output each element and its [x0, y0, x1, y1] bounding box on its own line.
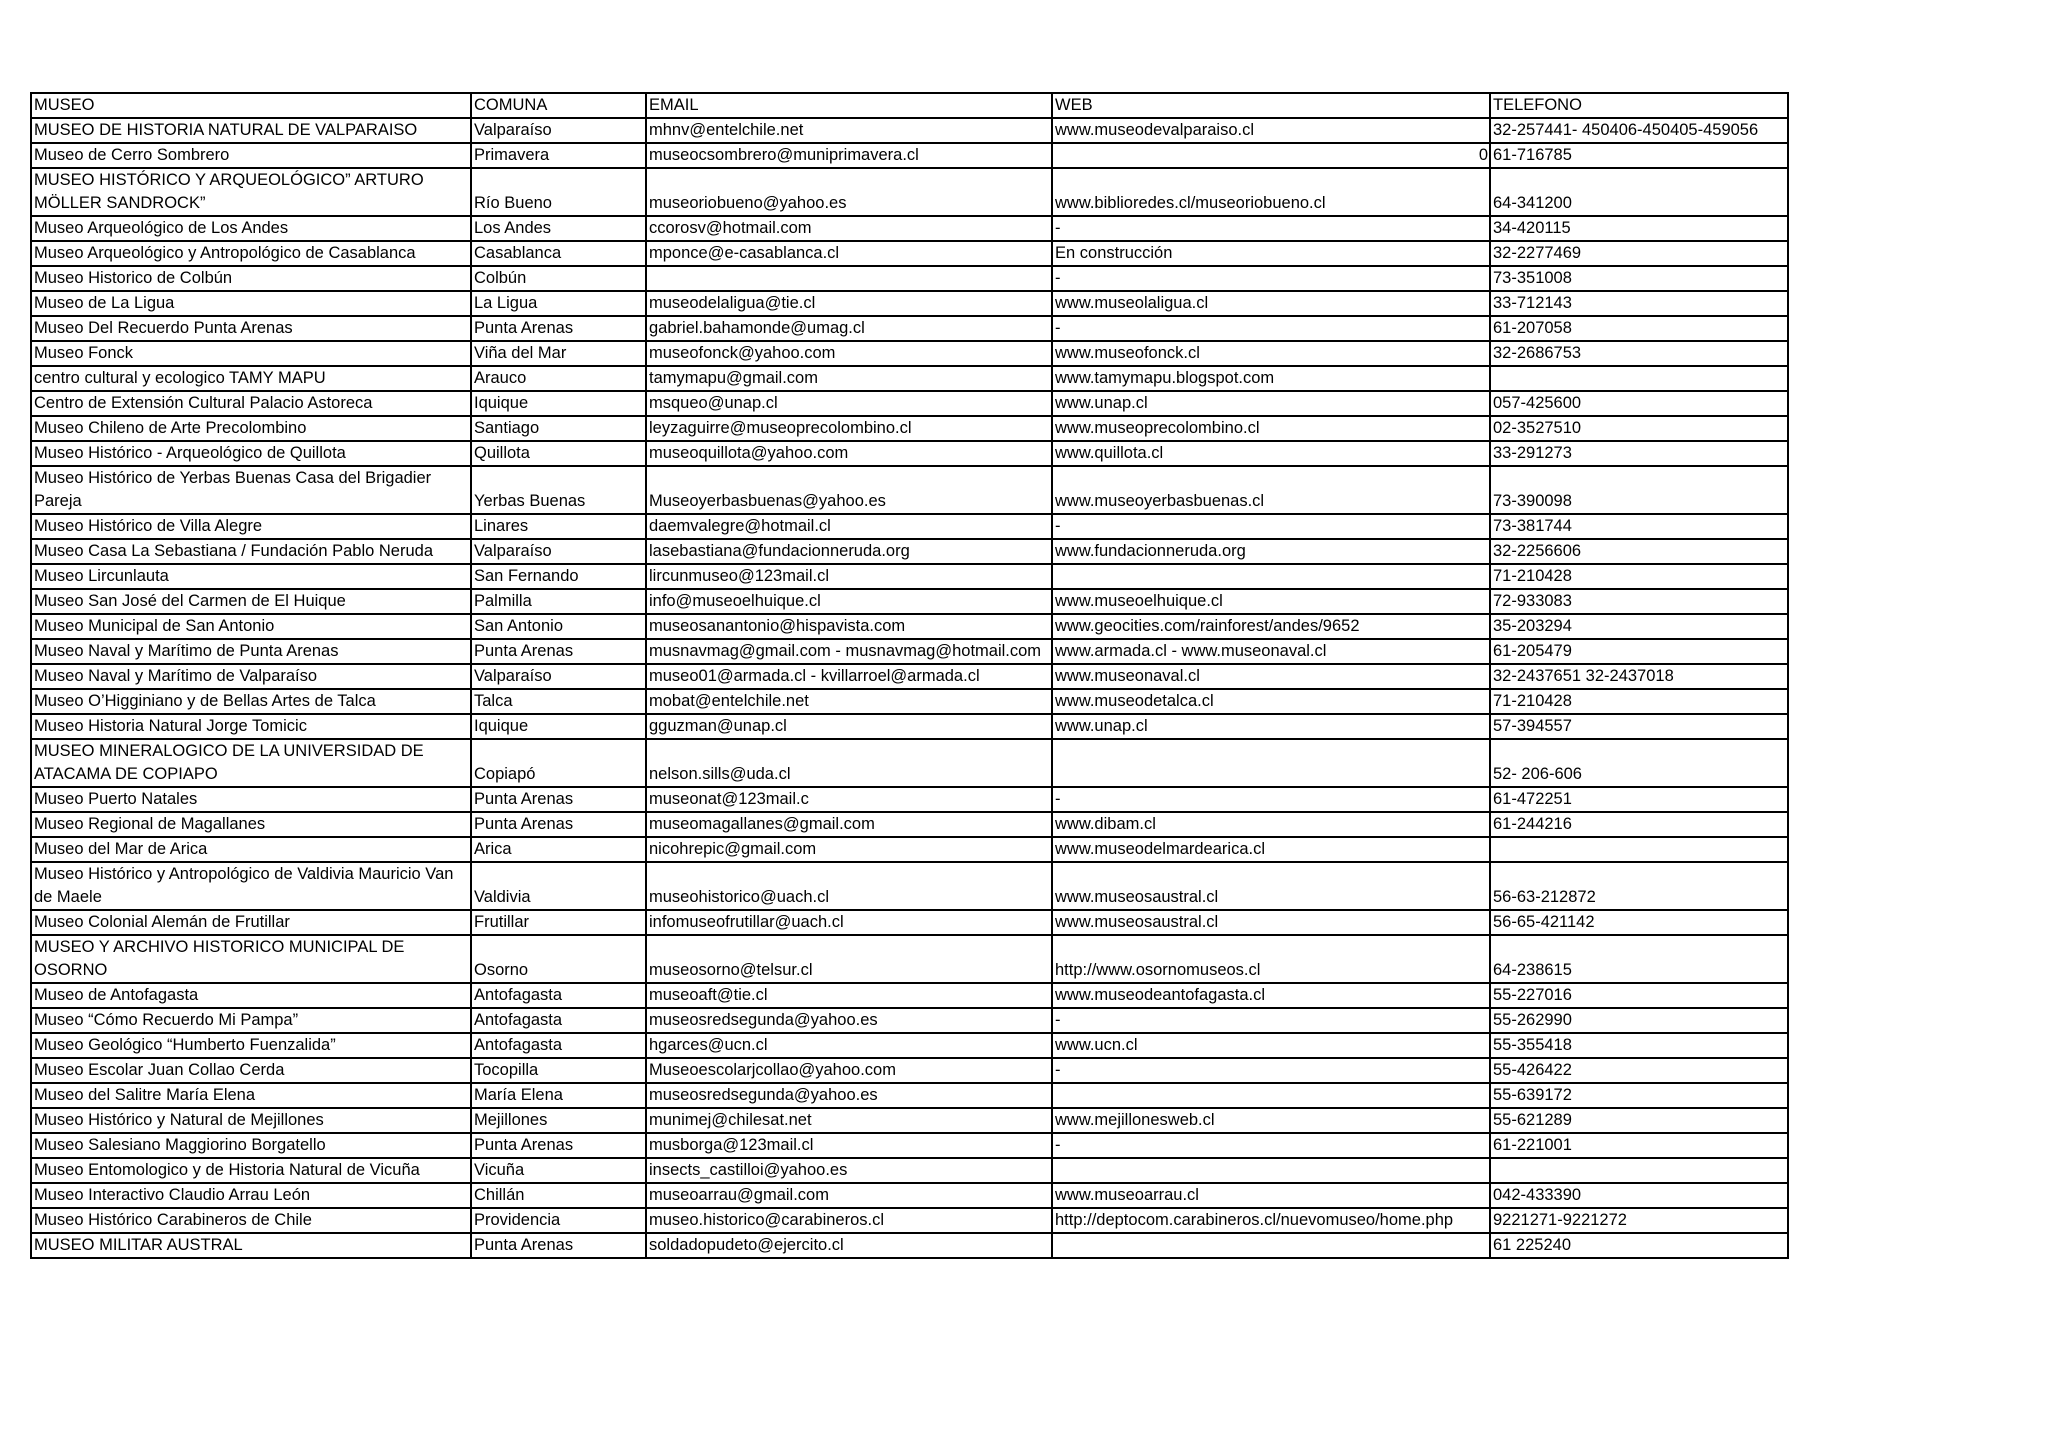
cell-email: msqueo@unap.cl	[646, 391, 1052, 416]
cell-museo: Museo del Mar de Arica	[31, 837, 471, 862]
museum-directory-table	[30, 92, 1789, 1259]
table-row	[31, 935, 1788, 983]
cell-web	[1052, 739, 1490, 787]
cell-telefono: 057-425600	[1490, 391, 1788, 416]
cell-comuna: Río Bueno	[471, 168, 646, 216]
cell-web: www.museodeantofagasta.cl	[1052, 983, 1490, 1008]
cell-web: www.museosaustral.cl	[1052, 862, 1490, 910]
header-email: EMAIL	[646, 93, 1052, 118]
cell-email: museosorno@telsur.cl	[646, 935, 1052, 983]
cell-web: www.ucn.cl	[1052, 1033, 1490, 1058]
cell-comuna: Linares	[471, 514, 646, 539]
cell-telefono: 61-205479	[1490, 639, 1788, 664]
cell-web: www.tamymapu.blogspot.com	[1052, 366, 1490, 391]
cell-museo: Museo de Cerro Sombrero	[31, 143, 471, 168]
cell-web: www.museonaval.cl	[1052, 664, 1490, 689]
cell-email	[646, 266, 1052, 291]
cell-email: tamymapu@gmail.com	[646, 366, 1052, 391]
cell-web: -	[1052, 1133, 1490, 1158]
cell-museo: Museo Salesiano Maggiorino Borgatello	[31, 1133, 471, 1158]
cell-comuna: Vicuña	[471, 1158, 646, 1183]
table-row	[31, 441, 1788, 466]
cell-web	[1052, 143, 1490, 168]
cell-email: museosredsegunda@yahoo.es	[646, 1083, 1052, 1108]
table-row	[31, 514, 1788, 539]
header-museo: MUSEO	[31, 93, 471, 118]
cell-web	[1052, 1158, 1490, 1183]
cell-comuna: Primavera	[471, 143, 646, 168]
cell-comuna: Colbún	[471, 266, 646, 291]
cell-museo: MUSEO Y ARCHIVO HISTORICO MUNICIPAL DE OSORNO	[31, 935, 471, 983]
cell-email: gguzman@unap.cl	[646, 714, 1052, 739]
cell-comuna: Mejillones	[471, 1108, 646, 1133]
table-row	[31, 168, 1788, 216]
cell-telefono	[1490, 1158, 1788, 1183]
cell-web: www.museodetalca.cl	[1052, 689, 1490, 714]
table-row	[31, 1133, 1788, 1158]
cell-web: www.biblioredes.cl/museoriobueno.cl	[1052, 168, 1490, 216]
cell-telefono: 61-244216	[1490, 812, 1788, 837]
cell-telefono: 55-355418	[1490, 1033, 1788, 1058]
cell-email: munimej@chilesat.net	[646, 1108, 1052, 1133]
cell-email: infomuseofrutillar@uach.cl	[646, 910, 1052, 935]
cell-comuna: Punta Arenas	[471, 1233, 646, 1258]
cell-web	[1052, 1083, 1490, 1108]
cell-telefono: 57-394557	[1490, 714, 1788, 739]
cell-web: www.mejillonesweb.cl	[1052, 1108, 1490, 1133]
cell-museo: Museo Arqueológico y Antropológico de Casablanca	[31, 241, 471, 266]
cell-web: -	[1052, 1008, 1490, 1033]
table-row	[31, 118, 1788, 143]
cell-telefono: 64-341200	[1490, 168, 1788, 216]
cell-telefono: 71-210428	[1490, 689, 1788, 714]
cell-comuna: Valparaíso	[471, 539, 646, 564]
cell-museo: Museo Lircunlauta	[31, 564, 471, 589]
table-row	[31, 366, 1788, 391]
cell-email: Museoyerbasbuenas@yahoo.es	[646, 466, 1052, 514]
cell-museo: Museo Histórico - Arqueológico de Quillota	[31, 441, 471, 466]
cell-museo: Museo Regional de Magallanes	[31, 812, 471, 837]
cell-email: nelson.sills@uda.cl	[646, 739, 1052, 787]
cell-telefono: 61-207058	[1490, 316, 1788, 341]
cell-web: http://www.osornomuseos.cl	[1052, 935, 1490, 983]
table-row	[31, 241, 1788, 266]
table-row	[31, 862, 1788, 910]
table-row	[31, 291, 1788, 316]
cell-museo: Museo Geológico “Humberto Fuenzalida”	[31, 1033, 471, 1058]
cell-telefono: 55-639172	[1490, 1083, 1788, 1108]
cell-museo: Museo Histórico y Antropológico de Valdivia Mauricio Van de Maele	[31, 862, 471, 910]
table-row	[31, 341, 1788, 366]
table-row	[31, 1208, 1788, 1233]
cell-web: www.museofonck.cl	[1052, 341, 1490, 366]
cell-email: museofonck@yahoo.com	[646, 341, 1052, 366]
cell-museo: MUSEO MILITAR AUSTRAL	[31, 1233, 471, 1258]
cell-email: info@museoelhuique.cl	[646, 589, 1052, 614]
cell-comuna: Antofagasta	[471, 983, 646, 1008]
cell-museo: centro cultural y ecologico TAMY MAPU	[31, 366, 471, 391]
table-row	[31, 910, 1788, 935]
table-row	[31, 1158, 1788, 1183]
cell-museo: Museo Naval y Marítimo de Valparaíso	[31, 664, 471, 689]
cell-comuna: Iquique	[471, 391, 646, 416]
cell-museo: Museo Chileno de Arte Precolombino	[31, 416, 471, 441]
cell-email: leyzaguirre@museoprecolombino.cl	[646, 416, 1052, 441]
cell-telefono: 55-621289	[1490, 1108, 1788, 1133]
cell-web: En construcción	[1052, 241, 1490, 266]
table-row	[31, 837, 1788, 862]
cell-comuna: Talca	[471, 689, 646, 714]
cell-web: www.geocities.com/rainforest/andes/9652	[1052, 614, 1490, 639]
cell-telefono: 55-262990	[1490, 1008, 1788, 1033]
cell-comuna: Punta Arenas	[471, 787, 646, 812]
cell-web: www.museoelhuique.cl	[1052, 589, 1490, 614]
cell-comuna: Chillán	[471, 1183, 646, 1208]
header-web: WEB	[1052, 93, 1490, 118]
cell-telefono: 042-433390	[1490, 1183, 1788, 1208]
cell-telefono: 02-3527510	[1490, 416, 1788, 441]
table-row	[31, 639, 1788, 664]
cell-email: musborga@123mail.cl	[646, 1133, 1052, 1158]
cell-comuna: Punta Arenas	[471, 639, 646, 664]
cell-museo: Museo Naval y Marítimo de Punta Arenas	[31, 639, 471, 664]
cell-email: soldadopudeto@ejercito.cl	[646, 1233, 1052, 1258]
cell-web: -	[1052, 1058, 1490, 1083]
cell-museo: Museo Historico de Colbún	[31, 266, 471, 291]
cell-email: ccorosv@hotmail.com	[646, 216, 1052, 241]
cell-email: museonat@123mail.c	[646, 787, 1052, 812]
cell-comuna: Antofagasta	[471, 1033, 646, 1058]
cell-email: museoquillota@yahoo.com	[646, 441, 1052, 466]
cell-web: www.museoyerbasbuenas.cl	[1052, 466, 1490, 514]
cell-email: nicohrepic@gmail.com	[646, 837, 1052, 862]
cell-telefono: 56-63-212872	[1490, 862, 1788, 910]
cell-telefono: 33-712143	[1490, 291, 1788, 316]
cell-museo: Museo Histórico de Villa Alegre	[31, 514, 471, 539]
table-row	[31, 589, 1788, 614]
cell-web: www.museosaustral.cl	[1052, 910, 1490, 935]
cell-email: museoarrau@gmail.com	[646, 1183, 1052, 1208]
cell-web: www.fundacionneruda.org	[1052, 539, 1490, 564]
cell-comuna: Frutillar	[471, 910, 646, 935]
cell-email: museodelaligua@tie.cl	[646, 291, 1052, 316]
cell-telefono: 55-227016	[1490, 983, 1788, 1008]
cell-museo: MUSEO DE HISTORIA NATURAL DE VALPARAISO	[31, 118, 471, 143]
cell-comuna: Quillota	[471, 441, 646, 466]
cell-telefono: 64-238615	[1490, 935, 1788, 983]
cell-comuna: Punta Arenas	[471, 812, 646, 837]
cell-telefono: 61-716785	[1490, 143, 1788, 168]
cell-comuna: Antofagasta	[471, 1008, 646, 1033]
table-row	[31, 564, 1788, 589]
cell-telefono: 61-472251	[1490, 787, 1788, 812]
cell-web-value: 0	[1478, 146, 1488, 164]
cell-telefono: 32-2277469	[1490, 241, 1788, 266]
cell-comuna: Punta Arenas	[471, 316, 646, 341]
cell-email: hgarces@ucn.cl	[646, 1033, 1052, 1058]
cell-web: www.museoarrau.cl	[1052, 1183, 1490, 1208]
cell-museo: Museo de Antofagasta	[31, 983, 471, 1008]
cell-museo: Museo Casa La Sebastiana / Fundación Pablo Neruda	[31, 539, 471, 564]
table-row	[31, 216, 1788, 241]
cell-email: daemvalegre@hotmail.cl	[646, 514, 1052, 539]
cell-museo: Museo Historia Natural Jorge Tomicic	[31, 714, 471, 739]
cell-museo: Museo Interactivo Claudio Arrau León	[31, 1183, 471, 1208]
cell-email: museohistorico@uach.cl	[646, 862, 1052, 910]
cell-telefono: 32-2256606	[1490, 539, 1788, 564]
cell-web: -	[1052, 514, 1490, 539]
cell-museo: MUSEO HISTÓRICO Y ARQUEOLÓGICO” ARTURO MÖLLER SANDROCK”	[31, 168, 471, 216]
cell-email: insects_castilloi@yahoo.es	[646, 1158, 1052, 1183]
cell-comuna: La Ligua	[471, 291, 646, 316]
cell-comuna: Casablanca	[471, 241, 646, 266]
table-body	[31, 93, 1788, 1258]
cell-telefono: 72-933083	[1490, 589, 1788, 614]
cell-comuna: Tocopilla	[471, 1058, 646, 1083]
table-row	[31, 466, 1788, 514]
cell-telefono: 32-257441- 450406-450405-459056	[1490, 118, 1788, 143]
cell-telefono: 32-2437651 32-2437018	[1490, 664, 1788, 689]
table-row	[31, 1183, 1788, 1208]
cell-museo: Museo Histórico Carabineros de Chile	[31, 1208, 471, 1233]
cell-email: museoriobueno@yahoo.es	[646, 168, 1052, 216]
table-row	[31, 714, 1788, 739]
cell-email: museoaft@tie.cl	[646, 983, 1052, 1008]
cell-telefono	[1490, 837, 1788, 862]
table-row	[31, 1033, 1788, 1058]
cell-museo: Museo San José del Carmen de El Huique	[31, 589, 471, 614]
table-row	[31, 689, 1788, 714]
cell-museo: Museo Puerto Natales	[31, 787, 471, 812]
table-row	[31, 143, 1788, 168]
header-comuna: COMUNA	[471, 93, 646, 118]
cell-web: www.museoprecolombino.cl	[1052, 416, 1490, 441]
table-row	[31, 1008, 1788, 1033]
cell-comuna: Iquique	[471, 714, 646, 739]
cell-museo: Museo Colonial Alemán de Frutillar	[31, 910, 471, 935]
table-row	[31, 614, 1788, 639]
cell-comuna: Viña del Mar	[471, 341, 646, 366]
cell-telefono: 52- 206-606	[1490, 739, 1788, 787]
cell-comuna: Providencia	[471, 1208, 646, 1233]
table-row	[31, 739, 1788, 787]
cell-web: -	[1052, 266, 1490, 291]
cell-museo: Museo del Salitre María Elena	[31, 1083, 471, 1108]
cell-email: gabriel.bahamonde@umag.cl	[646, 316, 1052, 341]
cell-telefono: 61-221001	[1490, 1133, 1788, 1158]
cell-museo: Museo Fonck	[31, 341, 471, 366]
table-row	[31, 316, 1788, 341]
cell-telefono: 56-65-421142	[1490, 910, 1788, 935]
cell-email: mobat@entelchile.net	[646, 689, 1052, 714]
cell-comuna: Santiago	[471, 416, 646, 441]
cell-telefono: 33-291273	[1490, 441, 1788, 466]
table-row	[31, 539, 1788, 564]
table-row	[31, 416, 1788, 441]
cell-web	[1052, 1233, 1490, 1258]
cell-comuna: Valparaíso	[471, 118, 646, 143]
cell-email: lircunmuseo@123mail.cl	[646, 564, 1052, 589]
cell-comuna: Valdivia	[471, 862, 646, 910]
cell-web	[1052, 564, 1490, 589]
table-row	[31, 664, 1788, 689]
cell-museo: Museo Histórico de Yerbas Buenas Casa del Brigadier Pareja	[31, 466, 471, 514]
cell-museo: Museo Entomologico y de Historia Natural de Vicuña	[31, 1158, 471, 1183]
cell-telefono	[1490, 366, 1788, 391]
cell-comuna: Los Andes	[471, 216, 646, 241]
cell-email: museomagallanes@gmail.com	[646, 812, 1052, 837]
cell-museo: Museo de La Ligua	[31, 291, 471, 316]
cell-web: www.armada.cl - www.museonaval.cl	[1052, 639, 1490, 664]
cell-email: musnavmag@gmail.com - musnavmag@hotmail.com	[646, 639, 1052, 664]
cell-comuna: María Elena	[471, 1083, 646, 1108]
cell-museo: Centro de Extensión Cultural Palacio Astoreca	[31, 391, 471, 416]
cell-email: mhnv@entelchile.net	[646, 118, 1052, 143]
cell-telefono: 73-381744	[1490, 514, 1788, 539]
cell-web: -	[1052, 787, 1490, 812]
cell-comuna: San Antonio	[471, 614, 646, 639]
cell-telefono: 55-426422	[1490, 1058, 1788, 1083]
cell-museo: Museo O’Higginiano y de Bellas Artes de Talca	[31, 689, 471, 714]
table-row	[31, 1108, 1788, 1133]
cell-email: museocsombrero@muniprimavera.cl	[646, 143, 1052, 168]
cell-email: museo01@armada.cl - kvillarroel@armada.cl	[646, 664, 1052, 689]
table-row	[31, 812, 1788, 837]
cell-web: -	[1052, 216, 1490, 241]
header-row	[31, 93, 1788, 118]
cell-web: www.unap.cl	[1052, 391, 1490, 416]
table-row	[31, 1058, 1788, 1083]
cell-telefono: 61 225240	[1490, 1233, 1788, 1258]
cell-email: Museoescolarjcollao@yahoo.com	[646, 1058, 1052, 1083]
cell-email: mponce@e-casablanca.cl	[646, 241, 1052, 266]
table-row	[31, 983, 1788, 1008]
cell-telefono: 71-210428	[1490, 564, 1788, 589]
cell-telefono: 34-420115	[1490, 216, 1788, 241]
cell-museo: Museo Del Recuerdo Punta Arenas	[31, 316, 471, 341]
table-row	[31, 391, 1788, 416]
cell-museo: Museo Arqueológico de Los Andes	[31, 216, 471, 241]
table-row	[31, 787, 1788, 812]
cell-museo: MUSEO MINERALOGICO DE LA UNIVERSIDAD DE ATACAMA DE COPIAPO	[31, 739, 471, 787]
cell-comuna: Valparaíso	[471, 664, 646, 689]
cell-web: http://deptocom.carabineros.cl/nuevomuseo/home.php	[1052, 1208, 1490, 1233]
cell-comuna: Arica	[471, 837, 646, 862]
cell-web: www.museolaligua.cl	[1052, 291, 1490, 316]
cell-comuna: Palmilla	[471, 589, 646, 614]
cell-comuna: Osorno	[471, 935, 646, 983]
cell-telefono: 73-390098	[1490, 466, 1788, 514]
cell-comuna: Punta Arenas	[471, 1133, 646, 1158]
cell-web: www.unap.cl	[1052, 714, 1490, 739]
header-telefono: TELEFONO	[1490, 93, 1788, 118]
cell-museo: Museo Escolar Juan Collao Cerda	[31, 1058, 471, 1083]
cell-comuna: San Fernando	[471, 564, 646, 589]
cell-web: www.museodelmardearica.cl	[1052, 837, 1490, 862]
cell-comuna: Arauco	[471, 366, 646, 391]
table-row	[31, 1233, 1788, 1258]
table-row	[31, 266, 1788, 291]
cell-comuna: Copiapó	[471, 739, 646, 787]
cell-web: www.dibam.cl	[1052, 812, 1490, 837]
cell-telefono: 32-2686753	[1490, 341, 1788, 366]
cell-telefono: 73-351008	[1490, 266, 1788, 291]
cell-email: museosanantonio@hispavista.com	[646, 614, 1052, 639]
cell-comuna: Yerbas Buenas	[471, 466, 646, 514]
cell-email: museo.historico@carabineros.cl	[646, 1208, 1052, 1233]
cell-web: -	[1052, 316, 1490, 341]
cell-telefono: 35-203294	[1490, 614, 1788, 639]
cell-email: museosredsegunda@yahoo.es	[646, 1008, 1052, 1033]
table-row	[31, 1083, 1788, 1108]
cell-telefono: 9221271-9221272	[1490, 1208, 1788, 1233]
cell-web: www.quillota.cl	[1052, 441, 1490, 466]
cell-web: www.museodevalparaiso.cl	[1052, 118, 1490, 143]
cell-email: lasebastiana@fundacionneruda.org	[646, 539, 1052, 564]
cell-museo: Museo Histórico y Natural de Mejillones	[31, 1108, 471, 1133]
cell-museo: Museo “Cómo Recuerdo Mi Pampa”	[31, 1008, 471, 1033]
cell-museo: Museo Municipal de San Antonio	[31, 614, 471, 639]
